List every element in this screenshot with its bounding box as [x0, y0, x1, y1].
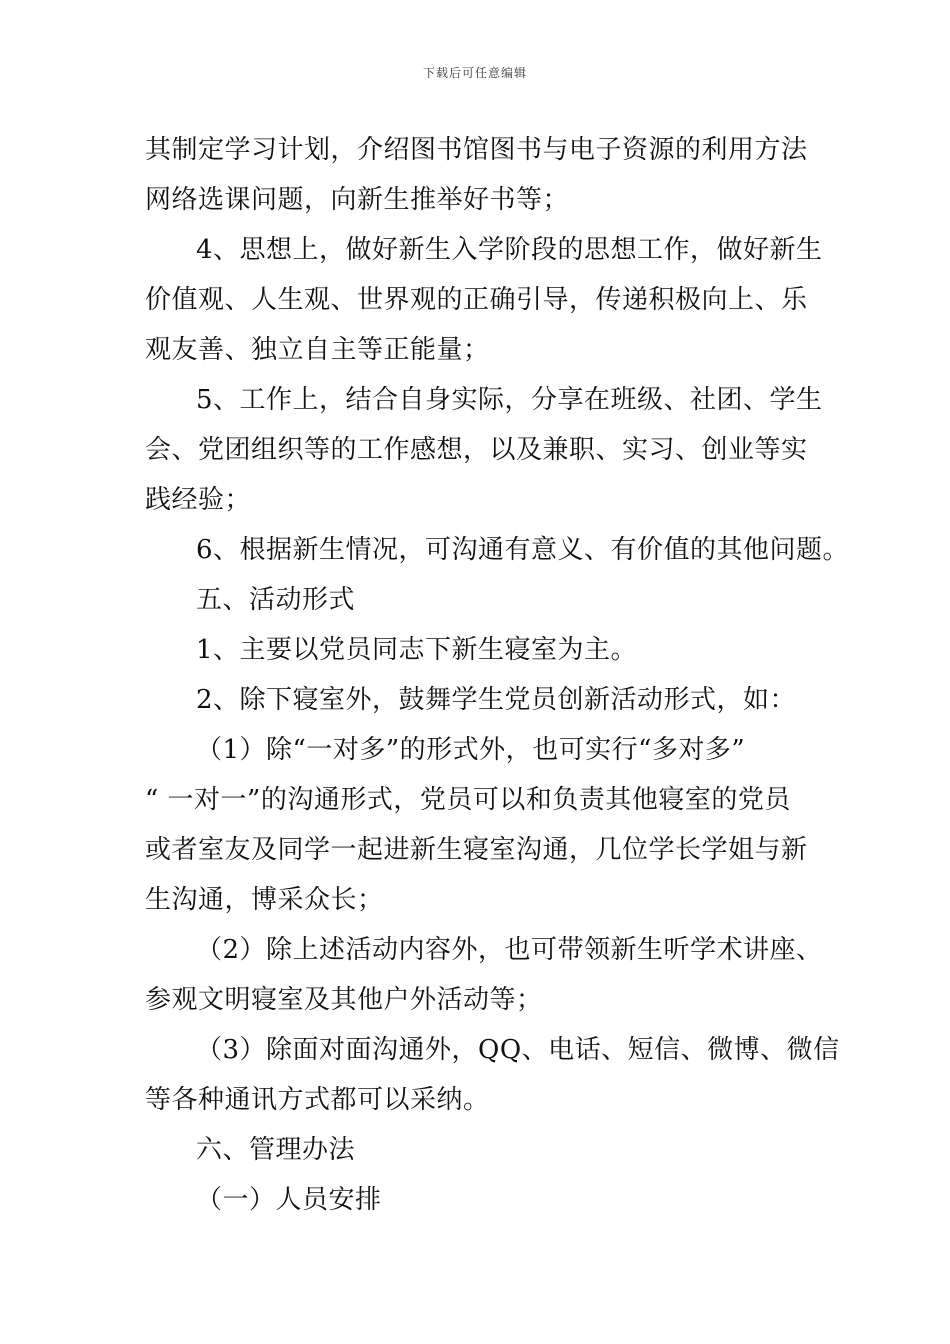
- paragraph-line: 4、思想上，做好新生入学阶段的思想工作，做好新生: [196, 235, 823, 265]
- paragraph-line: 会、党团组织等的工作感想，以及兼职、实习、创业等实: [145, 435, 808, 465]
- section-heading: 六、管理办法: [196, 1135, 356, 1165]
- paragraph-line: 等各种通讯方式都可以采纳。: [145, 1085, 490, 1115]
- section-heading: 五、活动形式: [196, 585, 356, 615]
- page-header: 下载后可任意编辑: [422, 66, 527, 80]
- paragraph-line: 或者室友及同学一起进新生寝室沟通，几位学长学姐与新: [145, 835, 808, 865]
- paragraph-line: 2、除下寝室外，鼓舞学生党员创新活动形式，如：: [196, 685, 797, 715]
- paragraph-line: 生沟通，博采众长；: [145, 885, 384, 915]
- paragraph-line: 参观文明寝室及其他户外活动等；: [145, 985, 543, 1015]
- paragraph-line: 观友善、独立自主等正能量；: [145, 335, 490, 365]
- paragraph-line: 网络选课问题，向新生推举好书等；: [145, 185, 570, 215]
- paragraph-line: 5、工作上，结合自身实际，分享在班级、社团、学生: [196, 385, 823, 415]
- paragraph-line: 1、主要以党员同志下新生寝室为主。: [196, 635, 638, 665]
- paragraph-line: 践经验；: [145, 485, 252, 515]
- paragraph-line: 价值观、人生观、世界观的正确引导，传递积极向上、乐: [145, 285, 808, 315]
- paragraph-line: 其制定学习计划，介绍图书馆图书与电子资源的利用方法: [145, 135, 808, 165]
- paragraph-line: 6、根据新生情况，可沟通有意义、有价值的其他问题。: [196, 535, 850, 565]
- paragraph-line: （1）除“一对多”的形式外，也可实行“多对多”: [196, 735, 746, 765]
- subsection-heading: （一）人员安排: [196, 1185, 382, 1215]
- paragraph-line: （2）除上述活动内容外，也可带领新生听学术讲座、: [196, 935, 823, 965]
- paragraph-line: “ 一对一”的沟通形式，党员可以和负责其他寝室的党员: [145, 785, 791, 815]
- paragraph-line: （3）除面对面沟通外，QQ、电话、短信、微博、微信: [196, 1035, 840, 1065]
